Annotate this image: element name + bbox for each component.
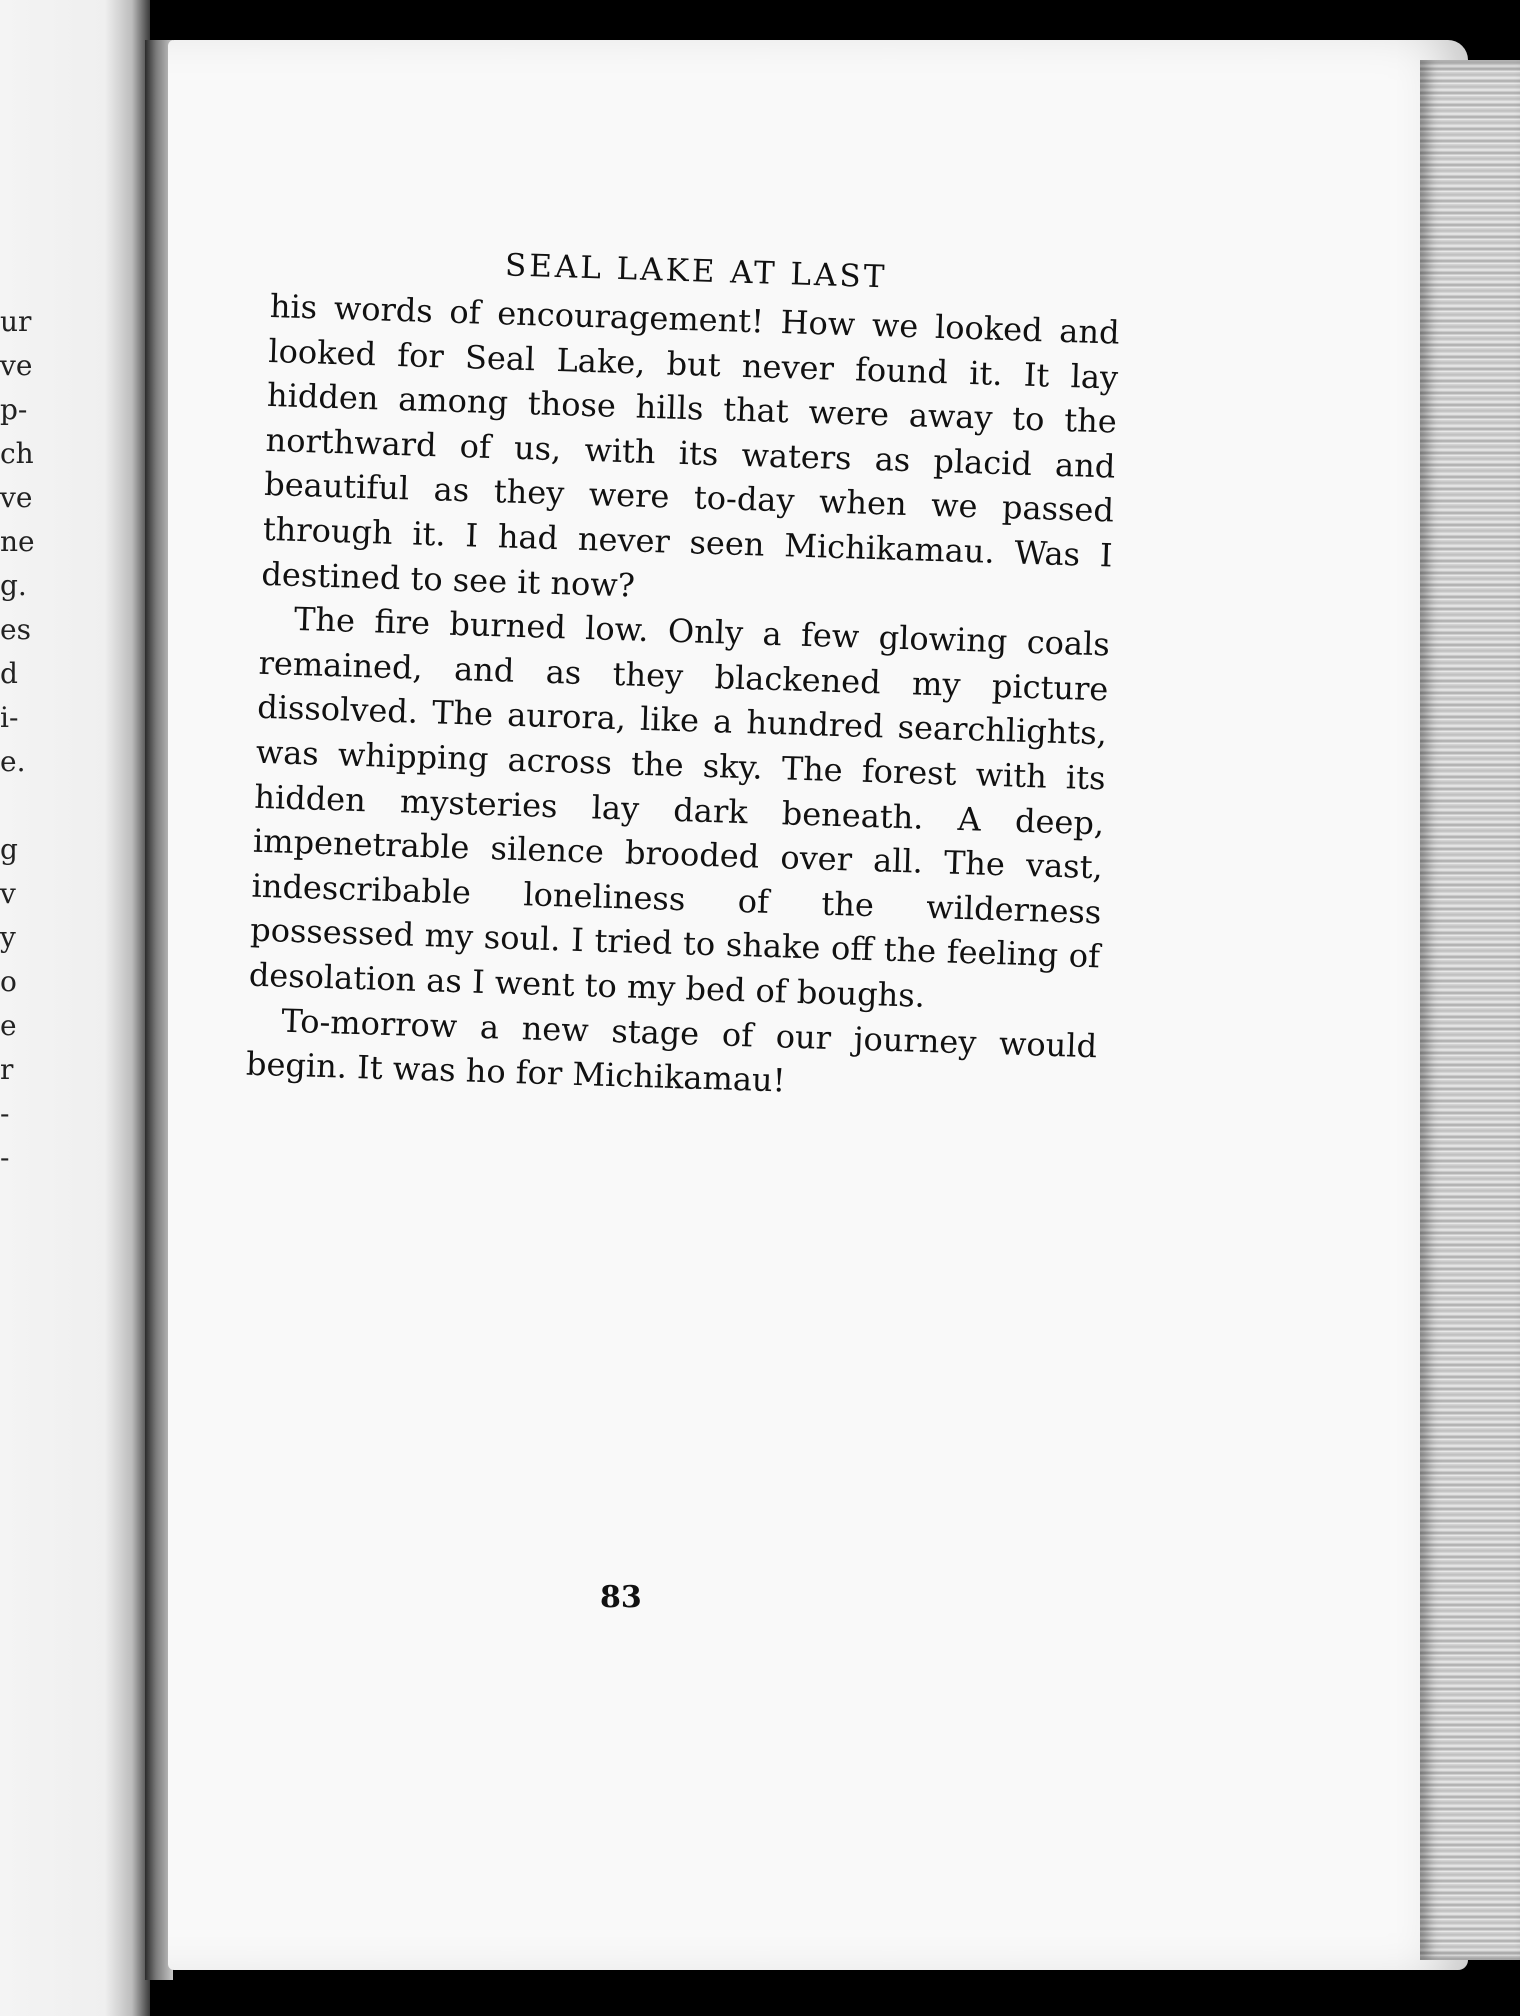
left-fragment: ch [0, 437, 34, 470]
running-head: SEAL LAKE AT LAST [504, 247, 888, 296]
left-fragment: ve [0, 349, 33, 382]
left-fragment: g [0, 833, 18, 866]
left-fragment: o [0, 965, 17, 998]
left-fragment: v [0, 877, 16, 910]
page-fore-edge [1420, 60, 1520, 1960]
left-fragment: r [0, 1053, 14, 1086]
page-number: 83 [600, 1580, 642, 1615]
left-fragment: es [0, 613, 31, 646]
page-text-block [245, 240, 1121, 1113]
left-page [0, 0, 150, 2016]
left-fragment: p- [0, 393, 28, 426]
left-fragment: ve [0, 481, 33, 514]
left-fragment [0, 784, 36, 828]
paragraph: The fire burned low. Only a few glowing coals remained, and as they blackened my picture dissolved. The aurora, like a hundred searchlights, was whipping across the sky. The forest with its hidden mysteries lay dark beneath. A deep, impenetrable silence brooded over all. The vast, indescribable loneliness of the wilderness possessed my soul. I tried to shake off the feeling of desolation as I went to my bed of boughs. [248, 600, 1111, 1015]
left-fragment: ne [0, 525, 35, 558]
paragraph: To-morrow a new stage of our journey would begin. It was ho for Michikamau! [245, 1001, 1098, 1100]
left-fragment: y [0, 921, 16, 954]
left-fragment: d [0, 657, 18, 690]
left-fragment: g. [0, 569, 27, 602]
left-fragment: - [0, 1141, 10, 1174]
left-fragment: - [0, 1097, 10, 1130]
left-fragment: e. [0, 745, 26, 778]
paragraph: his words of encouragement! How we looked and looked for Seal Lake, but never found it. It lay hidden among those hills that were away to the northward of us, with its waters as placid and beautiful as they were to-day when we passed through it. I had never seen Michikamau. Was I destined to see it now? [260, 286, 1121, 605]
left-fragment: e [0, 1009, 17, 1042]
left-fragment: ur [0, 305, 32, 338]
left-fragment: i- [0, 701, 19, 734]
left-page-text-fragments [0, 300, 36, 1180]
